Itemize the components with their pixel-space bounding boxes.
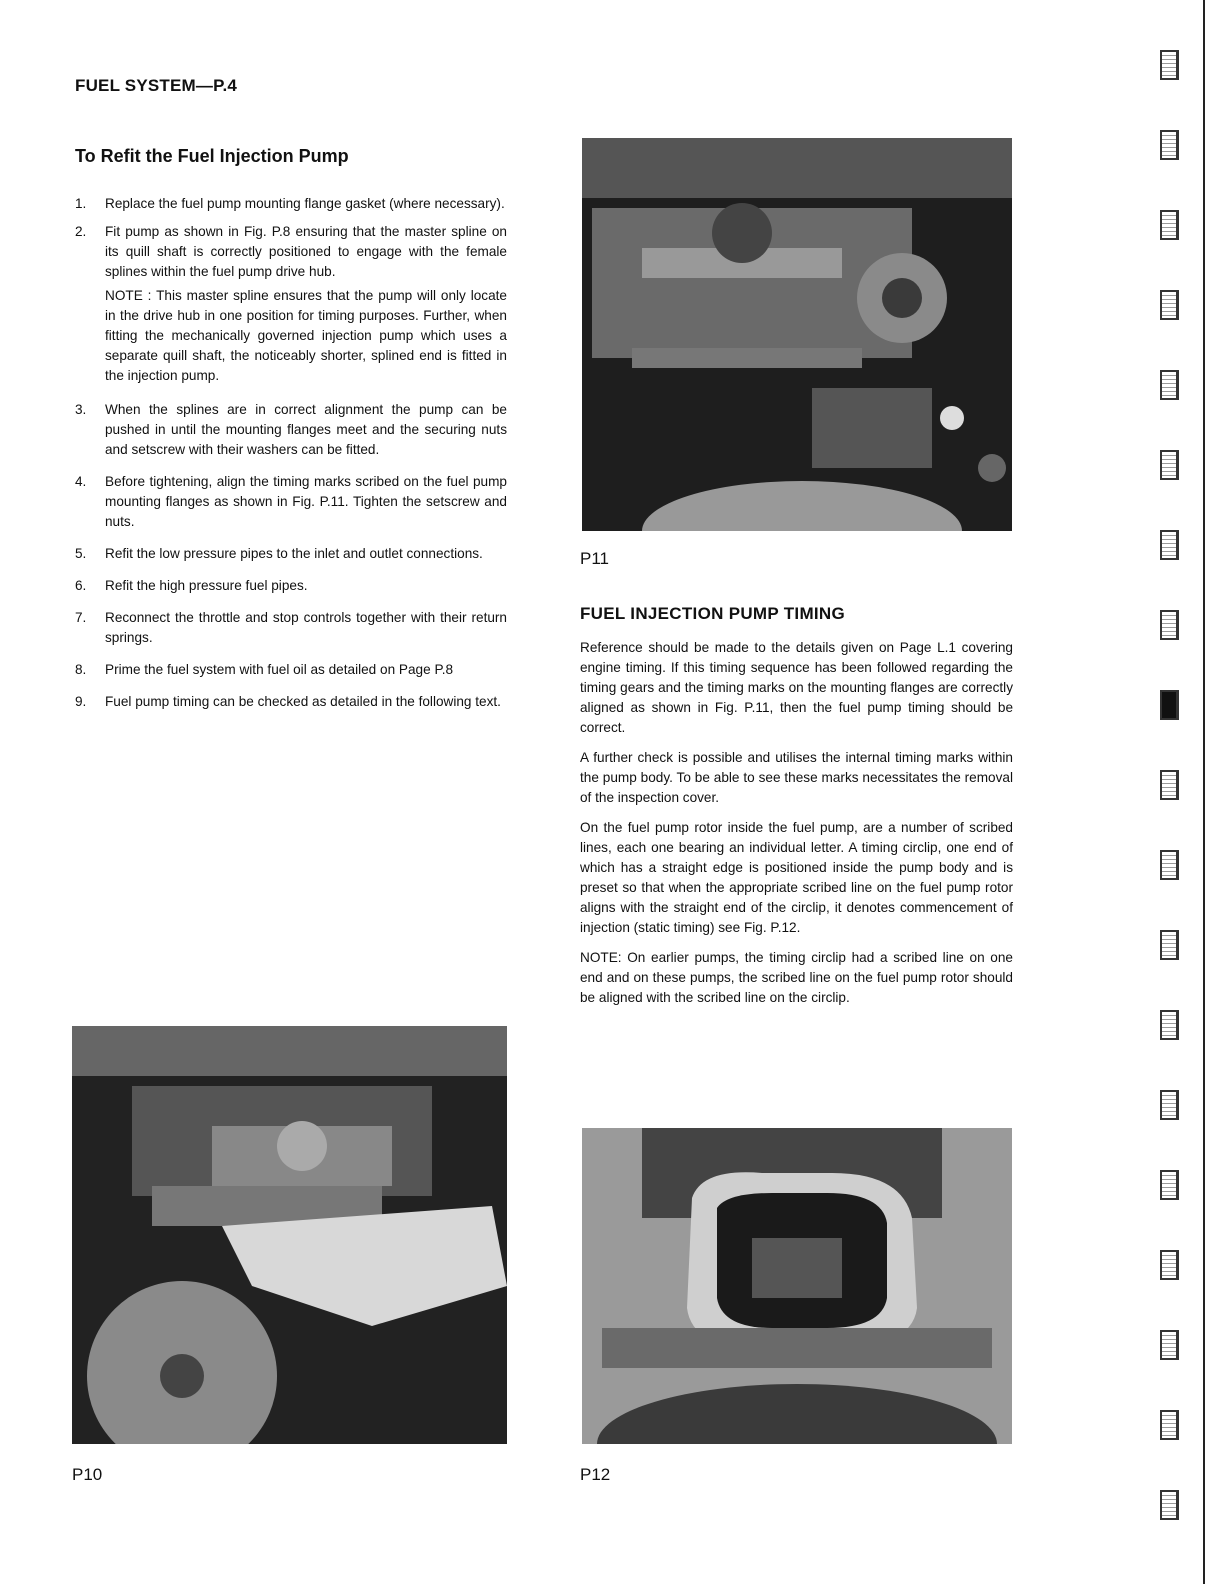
binding-mark [1160, 610, 1179, 640]
binding-mark [1160, 770, 1179, 800]
binding-mark [1160, 1010, 1179, 1040]
list-item: 1. Replace the fuel pump mounting flange gasket (where necessary). [75, 196, 505, 211]
figure-p10-photo [72, 1026, 507, 1444]
page-edge-rule [1203, 0, 1205, 1584]
binding-mark [1160, 850, 1179, 880]
binding-mark [1160, 1410, 1179, 1440]
binding-mark [1160, 290, 1179, 320]
binding-mark [1160, 50, 1179, 80]
binding-mark [1160, 690, 1179, 720]
timing-paragraph: On the fuel pump rotor inside the fuel pump, are a number of scribed lines, each one bearing an individual letter. A timing circlip, one end of which has a straight edge is positioned inside the pump body and is preset so that when the appropriate scribed line on the fuel pump rotor aligns with the straight end of the circlip, it denotes commencement of injection (static timing) see Fig. P.12. [580, 820, 1013, 935]
binding-mark [1160, 1090, 1179, 1120]
binding-mark [1160, 130, 1179, 160]
binding-mark [1160, 1250, 1179, 1280]
binding-mark [1160, 930, 1179, 960]
binding-mark [1160, 1490, 1179, 1520]
figure-p10-caption: P10 [72, 1465, 103, 1484]
timing-section [580, 604, 1013, 1018]
list-item: 8. Prime the fuel system with fuel oil as detailed on Page P.8 [75, 662, 454, 677]
timing-note: NOTE: On earlier pumps, the timing circlip had a scribed line on one end and on these pumps, the scribed line on the fuel pump rotor should be aligned with the scribed line on the circlip. [580, 950, 1013, 1005]
timing-section-title: FUEL INJECTION PUMP TIMING [580, 604, 846, 623]
figure-p11-photo [582, 138, 1012, 531]
binding-mark [1160, 370, 1179, 400]
list-item: 4. Before tightening, align the timing marks scribed on the fuel pump mounting flanges as shown in Fig. P.11. Tighten the setscrew and nuts. [75, 474, 507, 529]
figure-p11-caption: P11 [580, 549, 609, 568]
refit-note: NOTE : This master spline ensures that the pump will only locate in the drive hub in one position for timing purposes. Further, when fitting the mechanically governed injection pump which uses a separate quill shaft, the noticeably shorter, splined end is fitted in the injection pump. [105, 288, 507, 383]
binding-mark [1160, 450, 1179, 480]
page-header: FUEL SYSTEM—P.4 [75, 76, 238, 95]
list-item: 9. Fuel pump timing can be checked as detailed in the following text. [75, 694, 501, 709]
timing-paragraph: A further check is possible and utilises the internal timing marks within the pump body. To be able to see these marks necessitates the removal of the inspection cover. [580, 750, 1013, 805]
binding-mark [1160, 1330, 1179, 1360]
list-item: 6. Refit the high pressure fuel pipes. [75, 578, 308, 593]
list-item: 3. When the splines are in correct alignment the pump can be pushed in until the mounting flanges meet and the securing nuts and setscrew with their washers can be fitted. [75, 402, 507, 457]
list-item: 5. Refit the low pressure pipes to the inlet and outlet connections. [75, 546, 483, 561]
binding-mark [1160, 1170, 1179, 1200]
timing-paragraph: Reference should be made to the details given on Page L.1 covering engine timing. If this timing sequence has been followed regarding the timing gears and the timing marks on the mounting flanges are correctly aligned as shown in Fig. P.11, then the fuel pump timing should be correct. [580, 640, 1013, 735]
figure-p12-caption: P12 [580, 1465, 611, 1484]
figure-p12-photo [582, 1128, 1012, 1444]
refit-section-title: To Refit the Fuel Injection Pump [75, 146, 349, 166]
binding-mark [1160, 530, 1179, 560]
refit-steps-list [75, 194, 507, 720]
binding-mark [1160, 210, 1179, 240]
list-item: 2. Fit pump as shown in Fig. P.8 ensuring that the master spline on its quill shaft is correctly positioned to engage with the female splines within the fuel pump drive hub. [75, 224, 507, 279]
list-item: 7. Reconnect the throttle and stop controls together with their return springs. [75, 610, 507, 645]
